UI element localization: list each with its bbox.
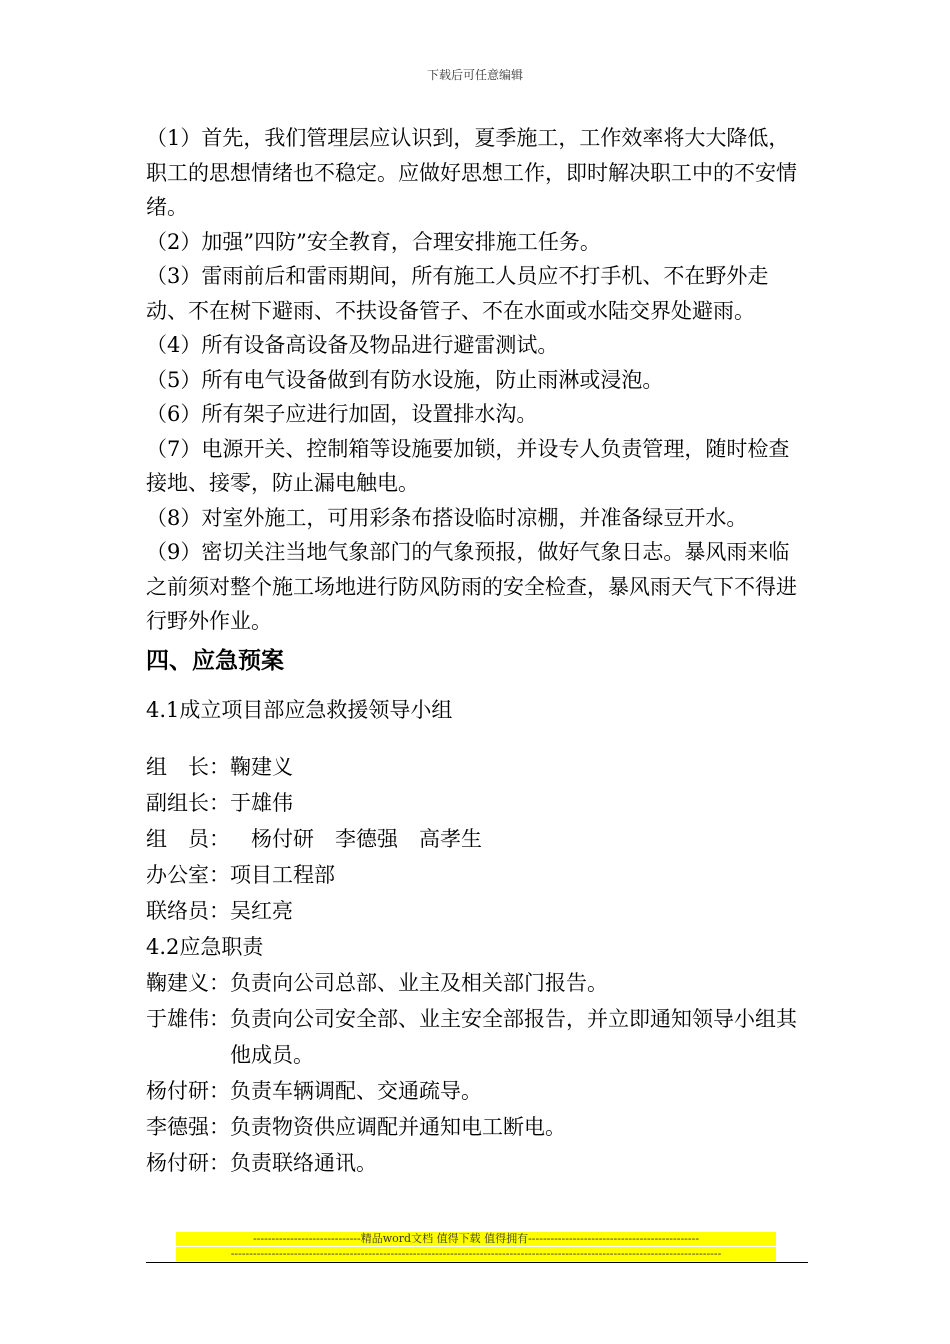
duty-row — [146, 1145, 810, 1181]
duty-person: 于雄伟： — [146, 1007, 230, 1031]
document-body — [146, 121, 810, 1181]
team-member: 于雄伟 — [230, 791, 293, 815]
paragraph-2: （2）加强”四防”安全教育，合理安排施工任务。 — [146, 229, 601, 254]
duty-text: 负责联络通讯。 — [230, 1151, 377, 1175]
team-role: 副组长： — [146, 791, 230, 815]
team-role: 组 长： — [146, 755, 230, 779]
team-role: 办公室： — [146, 863, 230, 887]
footer-divider — [146, 1262, 808, 1263]
team-member: 鞠建义 — [230, 755, 293, 779]
team-row — [146, 893, 810, 929]
duty-person: 李德强： — [146, 1115, 230, 1139]
team-row — [146, 749, 810, 785]
subsection-title-2: 4.2应急职责 — [146, 935, 264, 959]
duty-person: 杨付研： — [146, 1079, 230, 1103]
page-header-note: 下载后可任意编辑 — [426, 68, 523, 82]
team-row — [146, 785, 810, 821]
duty-row — [146, 965, 810, 1001]
duty-text: 负责物资供应调配并通知电工断电。 — [230, 1115, 566, 1139]
team-member: 项目工程部 — [230, 863, 335, 887]
paragraph-9: （9）密切关注当地气象部门的气象预报，做好气象日志。暴风雨来临之前须对整个施工场地进行防风防雨的安全检查，暴风雨天气下不得进行野外作业。 — [146, 540, 797, 633]
section-title: 四、应急预案 — [146, 647, 284, 674]
team-role: 组 员： — [146, 827, 230, 851]
duty-person: 杨付研： — [146, 1151, 230, 1175]
paragraph-1: （1）首先，我们管理层应认识到，夏季施工，工作效率将大大降低，职工的思想情绪也不稳定。应做好思想工作，即时解决职工中的不安情绪。 — [146, 126, 797, 219]
paragraph-6: （6）所有架子应进行加固，设置排水沟。 — [146, 402, 538, 426]
team-member: 吴红亮 — [230, 899, 293, 923]
duty-row — [146, 1109, 810, 1145]
subsection-title-1: 4.1成立项目部应急救援领导小组 — [146, 697, 453, 722]
team-role: 联络员： — [146, 899, 230, 923]
paragraph-7: （7）电源开关、控制箱等设施要加锁，并设专人负责管理，随时检查接地、接零，防止漏电触电。 — [146, 436, 790, 495]
paragraph-3: （3）雷雨前后和雷雨期间，所有施工人员应不打手机、不在野外走动、不在树下避雨、不扶设备管子、不在水面或水陆交界处避雨。 — [146, 264, 769, 323]
subsection-title-2-row — [146, 929, 810, 965]
duty-row — [146, 1001, 810, 1073]
duty-row — [146, 1073, 810, 1109]
team-member: 杨付研 李德强 高孝生 — [230, 827, 482, 851]
footer-banner-line-2: ------------------------------------------------------------------------------------------------------------------------------------ — [176, 1247, 776, 1261]
paragraph-4: （4）所有设备高设备及物品进行避雷测试。 — [146, 333, 559, 357]
duty-text: 负责向公司总部、业主及相关部门报告。 — [230, 971, 608, 995]
team-row — [146, 857, 810, 893]
duty-text: 负责车辆调配、交通疏导。 — [230, 1079, 482, 1103]
duty-text: 负责向公司安全部、业主安全部报告，并立即通知领导小组其他成员。 — [230, 1007, 797, 1067]
paragraph-5: （5）所有电气设备做到有防水设施，防止雨淋或浸泡。 — [146, 367, 664, 392]
footer-banner-line-1: -----------------------------精品word文档 值得下载 值得拥有---------------------------------------------- — [176, 1232, 776, 1246]
team-row — [146, 821, 810, 857]
duty-person: 鞠建义： — [146, 971, 230, 995]
paragraph-8: （8）对室外施工，可用彩条布搭设临时凉棚，并准备绿豆开水。 — [146, 505, 748, 530]
